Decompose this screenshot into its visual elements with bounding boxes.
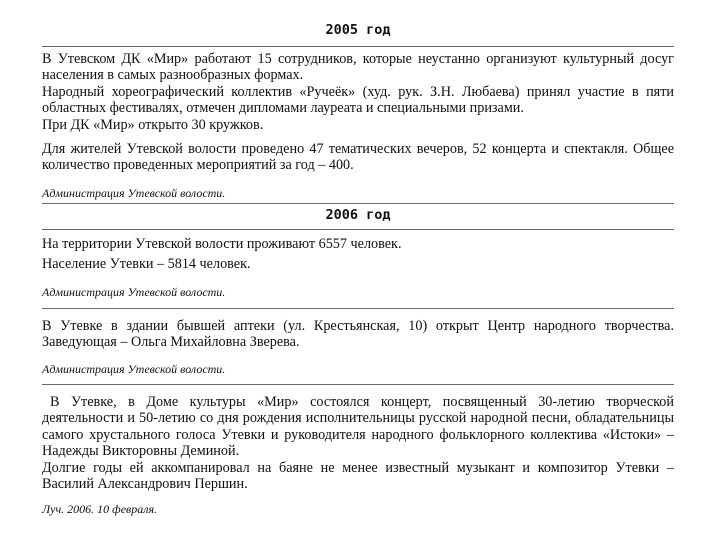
source-note: Администрация Утевской волости. [42,362,226,376]
source-note: Луч. 2006. 10 февраля. [42,502,158,516]
separator [42,46,674,47]
document-page [42,0,674,540]
paragraph: В Утевском ДК «Мир» работают 15 сотрудников, которые неустанно организуют культурный досуг населения в самых разнообразных формах. [42,51,674,84]
separator [42,308,674,309]
separator [42,384,674,385]
year-heading-2005: 2005 год [325,22,391,38]
year-heading-2006: 2006 год [325,207,391,223]
paragraph: В Утевке в здании бывшей аптеки (ул. Крестьянская, 10) открыт Центр народного творчества. Заведующая – Ольга Михайловна Зверева. [42,318,674,351]
paragraph: В Утевке, в Доме культуры «Мир» состоялся концерт, посвященный 30-летию творческой деятельности и 50-летию со дня рождения исполнительницы русской народной песни, обладательницы самого хрустального голоса Утевки и руководителя народного фольклорного коллектива «Истоки» – Надежды Викторовны Деминой. [42,394,674,459]
source-note: Администрация Утевской волости. [42,285,226,299]
source-note: Администрация Утевской волости. [42,186,226,200]
separator [42,203,674,204]
paragraph: На территории Утевской волости проживают 6557 человек. [42,236,402,252]
paragraph: Население Утевки – 5814 человек. [42,256,251,272]
paragraph: Долгие годы ей аккомпанировал на баяне не менее известный музыкант и композитор Утевки – Василий Александрович Першин. [42,460,674,493]
paragraph: Для жителей Утевской волости проведено 47 тематических вечеров, 52 концерта и спектакля. Общее количество проведенных мероприятий за год – 400. [42,141,674,174]
separator [42,229,674,230]
paragraph: При ДК «Мир» открыто 30 кружков. [42,117,264,133]
paragraph: Народный хореографический коллектив «Ручеёк» (худ. рук. З.Н. Любаева) принял участие в пяти областных фестивалях, отмечен дипломами лауреата и специальными призами. [42,84,674,117]
